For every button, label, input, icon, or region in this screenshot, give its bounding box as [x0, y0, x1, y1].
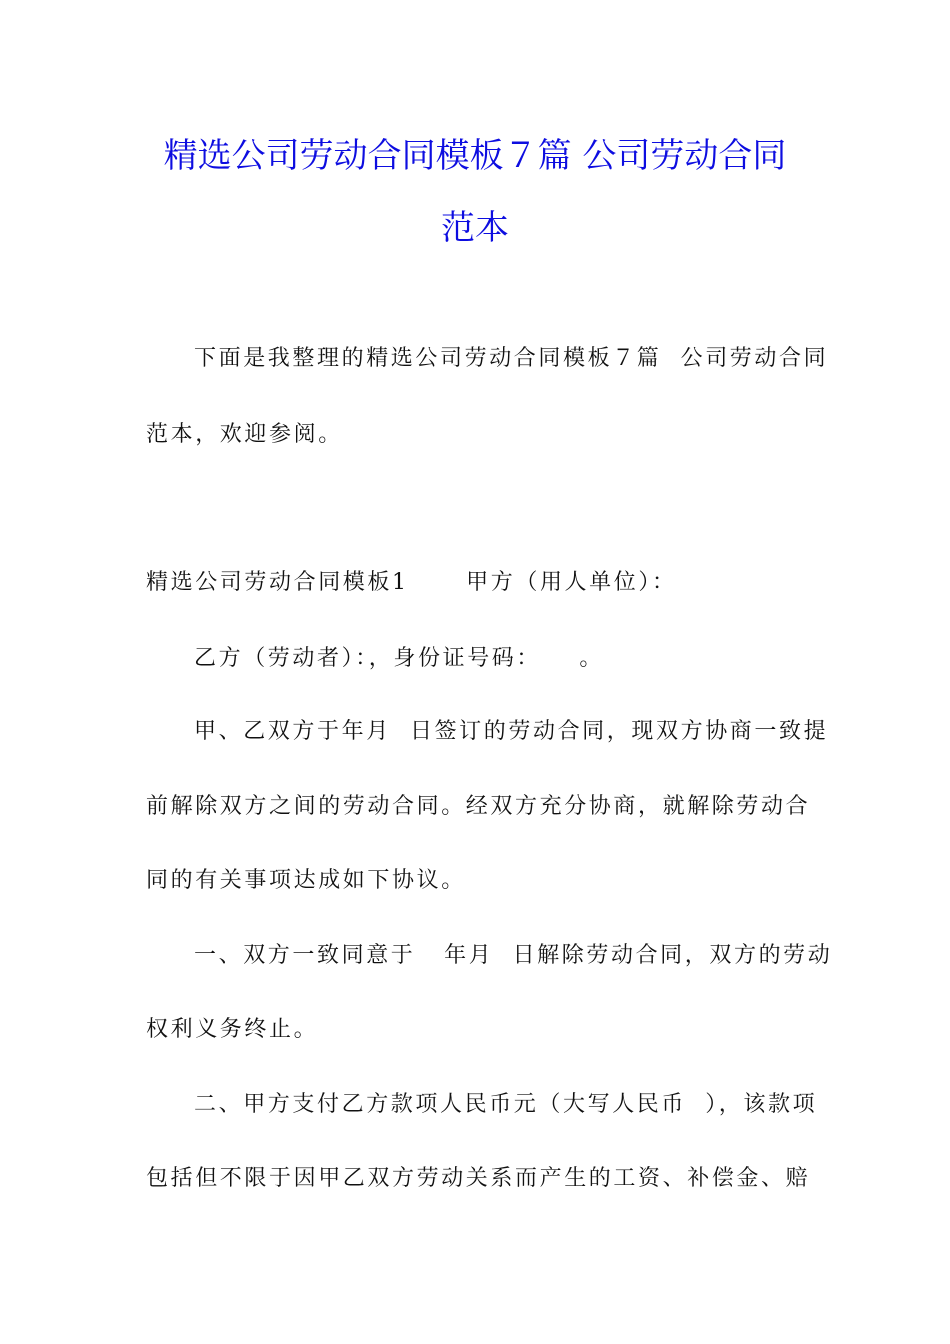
paragraph-1-line-2: 前解除双方之间的劳动合同。经双方充分协商，就解除劳动合	[146, 794, 811, 819]
paragraph-1-line-1: 甲、乙双方于年月 日签订的劳动合同，现双方协商一致提	[194, 719, 829, 744]
paragraph-1-line-3: 同的有关事项达成如下协议。	[146, 868, 466, 893]
document-title-line-2: 范本	[441, 208, 509, 248]
clause-2-line-2: 包括但不限于因甲乙双方劳动关系而产生的工资、补偿金、赔	[146, 1166, 811, 1191]
clause-1-line-1: 一、双方一致同意于 年月 日解除劳动合同，双方的劳动	[194, 943, 833, 968]
document-title-line-1: 精选公司劳动合同模板７篇 公司劳动合同	[163, 136, 787, 176]
party-b-line: 乙方（劳动者）：，身份证号码： 。	[194, 646, 604, 671]
intro-paragraph-line-1: 下面是我整理的精选公司劳动合同模板７篇 公司劳动合同	[194, 346, 829, 371]
clause-2-line-1: 二、甲方支付乙方款项人民币元（大写人民币 ），该款项	[194, 1092, 818, 1117]
intro-paragraph-line-2: 范本，欢迎参阅。	[146, 422, 343, 447]
clause-1-line-2: 权利义务终止。	[146, 1017, 319, 1042]
contract-heading-line: 精选公司劳动合同模板1 甲方（用人单位）：	[146, 570, 677, 595]
